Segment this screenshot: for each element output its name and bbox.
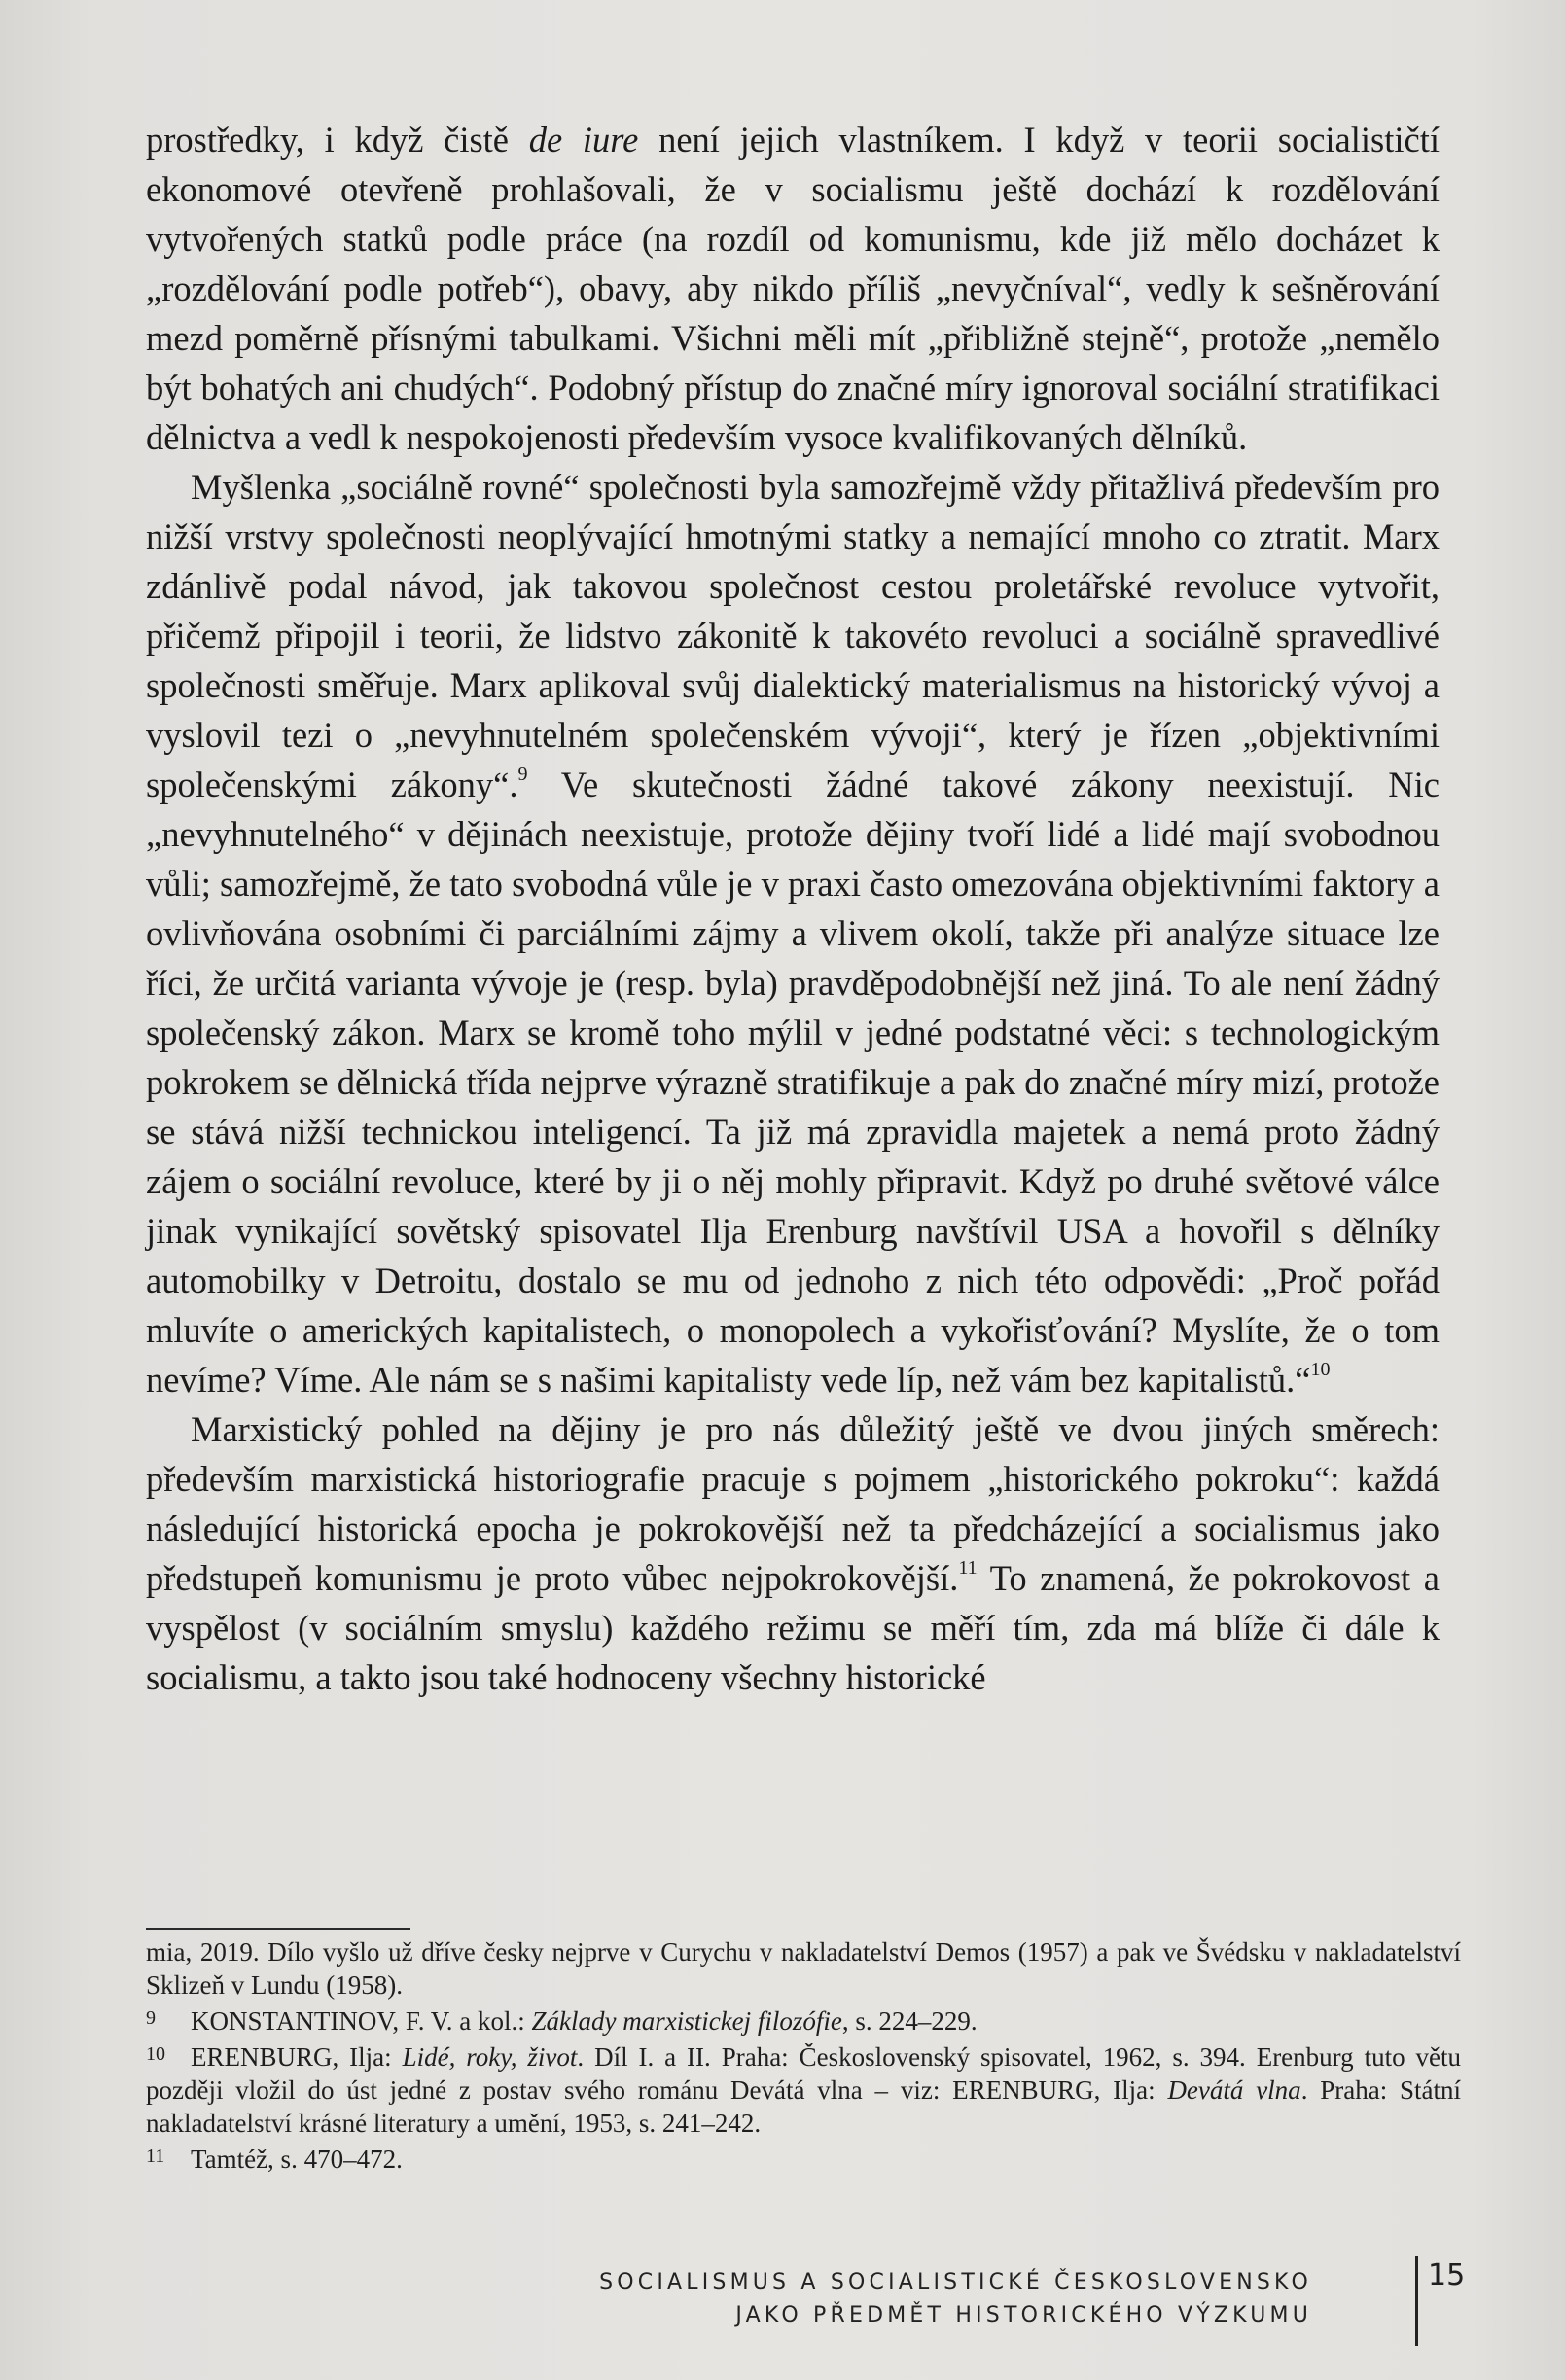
footnote-ref-9[interactable]: 9 <box>517 763 528 785</box>
running-footer-line-1: SOCIALISMUS A SOCIALISTICKÉ ČESKOSLOVENSKO <box>599 2270 1312 2294</box>
latin-phrase: de iure <box>528 120 639 160</box>
footnote-number: 10 <box>146 2043 165 2065</box>
page-number: 15 <box>1428 2258 1466 2292</box>
main-text <box>146 115 1440 1702</box>
paragraph-2: Myšlenka „sociálně rovné“ společnosti byla samozřejmě vždy přitažlivá především pro nižší vrstvy společnosti neoplývající hmotnými statky a nemající mnoho co ztratit. Marx zdánlivě podal návod, jak takovou společnost cestou proletářské revoluce vytvořit, přičemž připojil i teorii, že lidstvo zákonitě k takovéto revoluci a sociálně spravedlivé společnosti směřuje. Marx aplikoval svůj dialektický materialismus na historický vývoj a vyslovil tezi o „nevyhnutelném společenském vývoji“, který je řízen „objektivními společenskými zákony“.$^9$ Ve skutečnosti žádné takové zákony neexistují. Nic „nevyhnutelného“ v dějinách neexistuje, protože dějiny tvoří lidé a lidé mají svobodnou vůli; samozřejmě, že tato svobodná vůle je v praxi často omezována objektivními faktory a ovlivňována osobními či parciálními zájmy a vlivem okolí, takže při analýze situace lze říci, že určitá varianta vývoje je (resp. byla) pravděpodobnější než jiná. To ale není žádný společenský zákon. Marx se kromě toho mýlil v jedné podstatné věci: s technologickým pokrokem se dělnická třída nejprve výrazně stratifikuje a pak do značné míry mizí, protože se stává nižší technickou inteligencí. Ta již má zpravidla majetek a nemá proto žádný zájem o sociální revoluce, které by ji o něj mohly připravit. Když po druhé světové válce jinak vynikající sovětský spisovatel Ilja Erenburg navštívil USA a hovořil s dělníky automobilky v Detroitu, dostalo se mu od jednoho z nich této odpovědi: „Proč pořád mluvíte o amerických kapitalistech, o monopolech a vykořisťování? Myslíte, že o tom nevíme? Víme. Ale nám se s našimi kapitalisty vede líp, než vám bez kapitalistů.“$^{10}$ <box>146 467 1440 1400</box>
footnote-continuation: mia, 2019. Dílo vyšlo už dříve česky nejprve v Curychu v nakladatelství Demos (1957) a pak ve Švédsku v nakladatelství Sklizeň v Lundu (1958). <box>146 1937 1461 2000</box>
running-footer-line-2: JAKO PŘEDMĚT HISTORICKÉHO VÝZKUMU <box>735 2303 1312 2327</box>
paragraph-3: Marxistický pohled na dějiny je pro nás důležitý ještě ve dvou jiných směrech: především marxistická historiografie pracuje s pojmem „historického pokroku“: každá následující historická epocha je pokrokovější než ta předcházející a socialismus jako předstupeň komunismu je proto vůbec nejpokrokovější.$^{11}$ To znamená, že pokrokovost a vyspělost (v sociálním smyslu) každého režimu se měří tím, zda má blíže či dále k socialismu, a takto jsou také hodnoceny všechny historické <box>146 1409 1440 1697</box>
footnote-ref-11[interactable]: 11 <box>958 1556 978 1579</box>
footnote-10: 10 ERENBURG, Ilja: Lidé, roky, život. Díl I. a II. Praha: Československý spisovatel, 1962, s. 394. Erenburg tuto větu později vložil do úst jedné z postav svého románu Devátá vlna – viz: ERENBURG, Ilja: Devátá vlna. Praha: Státní nakladatelství krásné literatury a umění, 1953, s. 241–242. <box>146 2038 1461 2140</box>
footnote-11: 11 Tamtéž, s. 470–472. <box>146 2140 1461 2176</box>
footnote-number: 11 <box>146 2146 165 2167</box>
footnote-separator <box>146 1928 410 1930</box>
footer-divider <box>1415 2256 1418 2346</box>
footnotes <box>146 1936 1461 2176</box>
footnote-number: 9 <box>146 2007 156 2029</box>
footnote-ref-10[interactable]: 10 <box>1310 1358 1331 1380</box>
footnote-9: 9 KONSTANTINOV, F. V. a kol.: Základy marxistickej filozófie, s. 224–229. <box>146 2002 1461 2038</box>
running-footer <box>599 2266 1312 2332</box>
paragraph-1: prostředky, i když čistě de iure není jejich vlastníkem. I když v teorii socialističtí ekonomové otevřeně prohlašovali, že v socialismu ještě dochází k rozdělování vytvořených statků podle práce (na rozdíl od komunismu, kde již mělo docházet k „rozdělování podle potřeb“), obavy, aby nikdo příliš „nevyčníval“, vedly k sešněrování mezd poměrně přísnými tabulkami. Všichni měli mít „přibližně stejně“, protože „nemělo být bohatých ani chudých“. Podobný přístup do značné míry ignoroval sociální stratifikaci dělnictva a vedl k nespokojenosti především vysoce kvalifikovaných dělníků. <box>146 120 1440 457</box>
